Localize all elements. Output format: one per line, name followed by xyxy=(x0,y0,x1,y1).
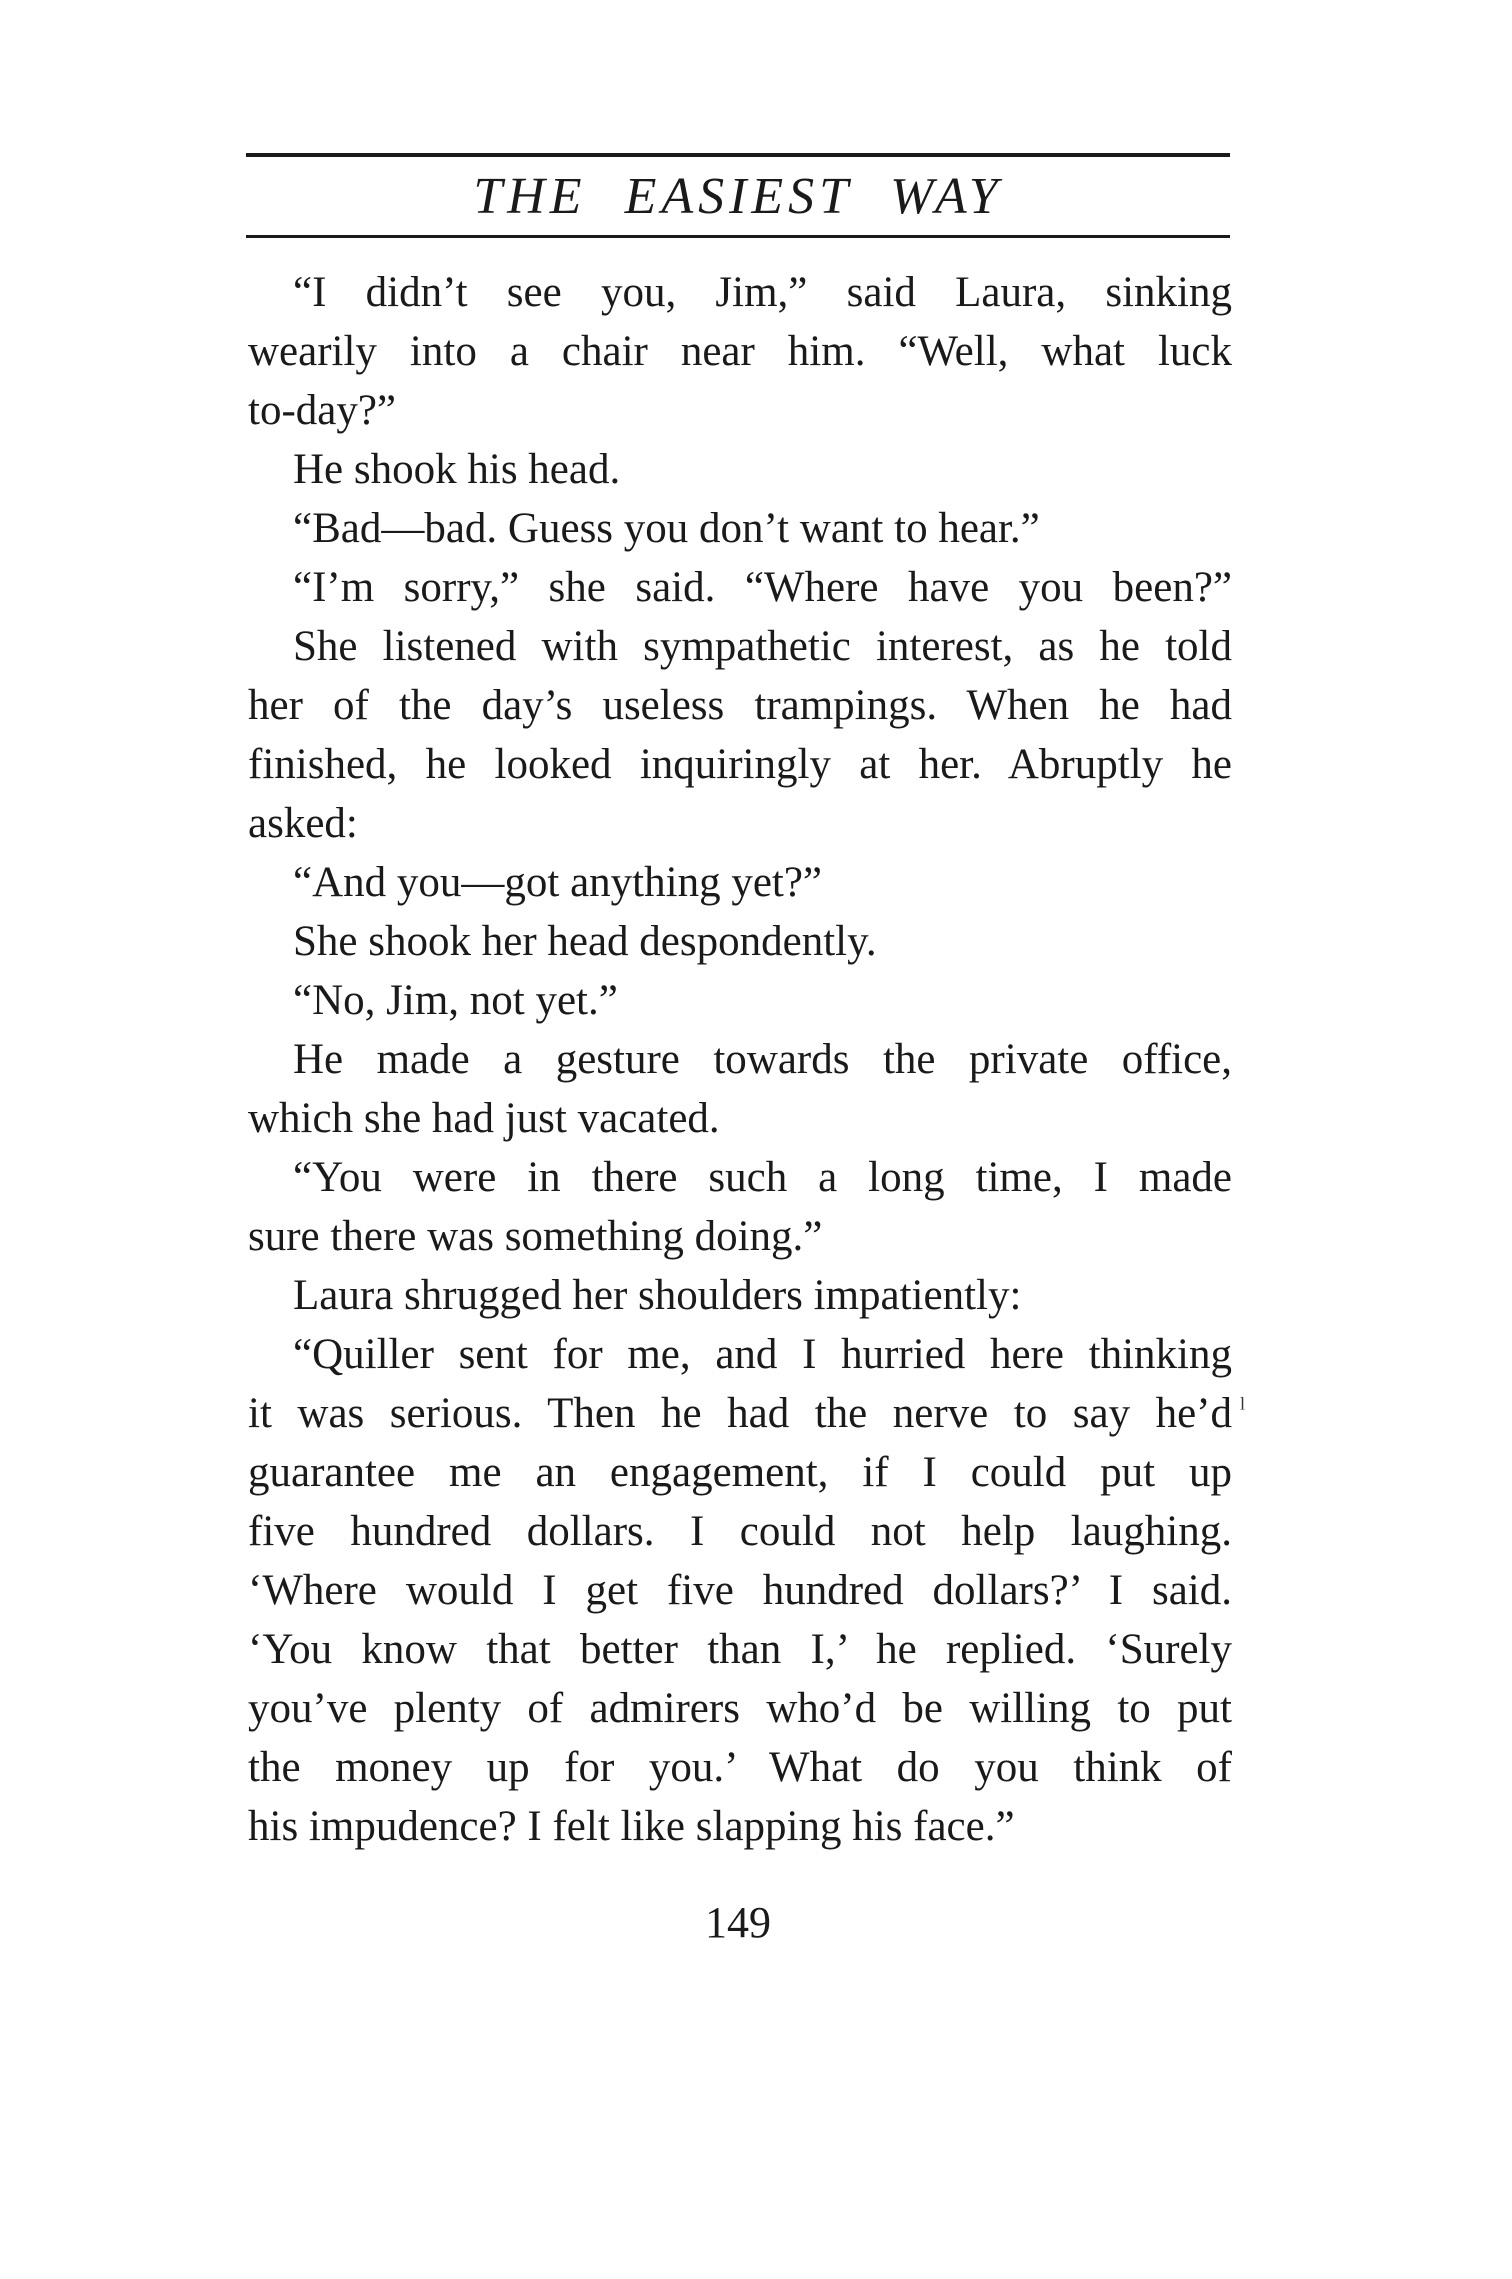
text-line: the money up for you.’ What do you think of xyxy=(248,1744,1232,1791)
text-line: He shook his head. xyxy=(293,446,621,493)
text-line: it was serious. Then he had the nerve to say he’d xyxy=(248,1390,1232,1437)
text-line: guarantee me an engagement, if I could put up xyxy=(248,1449,1232,1496)
text-line: “And you—got anything yet?” xyxy=(293,859,823,906)
page-number: 149 xyxy=(705,1898,771,1947)
text-line: “Bad—bad. Guess you don’t want to hear.” xyxy=(293,505,1040,552)
text-line: ‘You know that better than I,’ he replied. ‘Surely xyxy=(248,1626,1232,1673)
text-line: “I didn’t see you, Jim,” said Laura, sinking xyxy=(293,269,1232,316)
text-line: five hundred dollars. I could not help laughing. xyxy=(248,1508,1232,1555)
text-line: ‘Where would I get five hundred dollars?’ I said. xyxy=(248,1567,1232,1614)
stray-mark: ˡ xyxy=(1240,1392,1245,1425)
text-line: wearily into a chair near him. “Well, what luck xyxy=(248,328,1232,375)
text-line: finished, he looked inquiringly at her. Abruptly he xyxy=(248,741,1232,788)
header-rule-top xyxy=(246,153,1230,157)
text-line: She shook her head despondently. xyxy=(293,918,877,965)
text-line: She listened with sympathetic interest, as he told xyxy=(293,623,1232,670)
running-head: THE EASIEST WAY xyxy=(473,168,1003,225)
text-line: to-day?” xyxy=(248,387,397,434)
text-line: Laura shrugged her shoulders impatiently: xyxy=(293,1272,1022,1319)
text-line: He made a gesture towards the private office, xyxy=(293,1036,1232,1083)
text-line: sure there was something doing.” xyxy=(248,1213,823,1260)
text-line: her of the day’s useless trampings. When he had xyxy=(248,682,1232,729)
text-line: “No, Jim, not yet.” xyxy=(293,977,618,1024)
text-line: which she had just vacated. xyxy=(248,1095,720,1142)
text-line: “You were in there such a long time, I made xyxy=(293,1154,1232,1201)
header-rule-bottom xyxy=(246,235,1230,238)
text-line: you’ve plenty of admirers who’d be willing to put xyxy=(248,1685,1232,1732)
text-line: “I’m sorry,” she said. “Where have you been?” xyxy=(293,564,1232,611)
text-line: asked: xyxy=(248,800,358,847)
text-line: “Quiller sent for me, and I hurried here thinking xyxy=(293,1331,1232,1378)
text-line: his impudence? I felt like slapping his face.” xyxy=(248,1803,1015,1850)
